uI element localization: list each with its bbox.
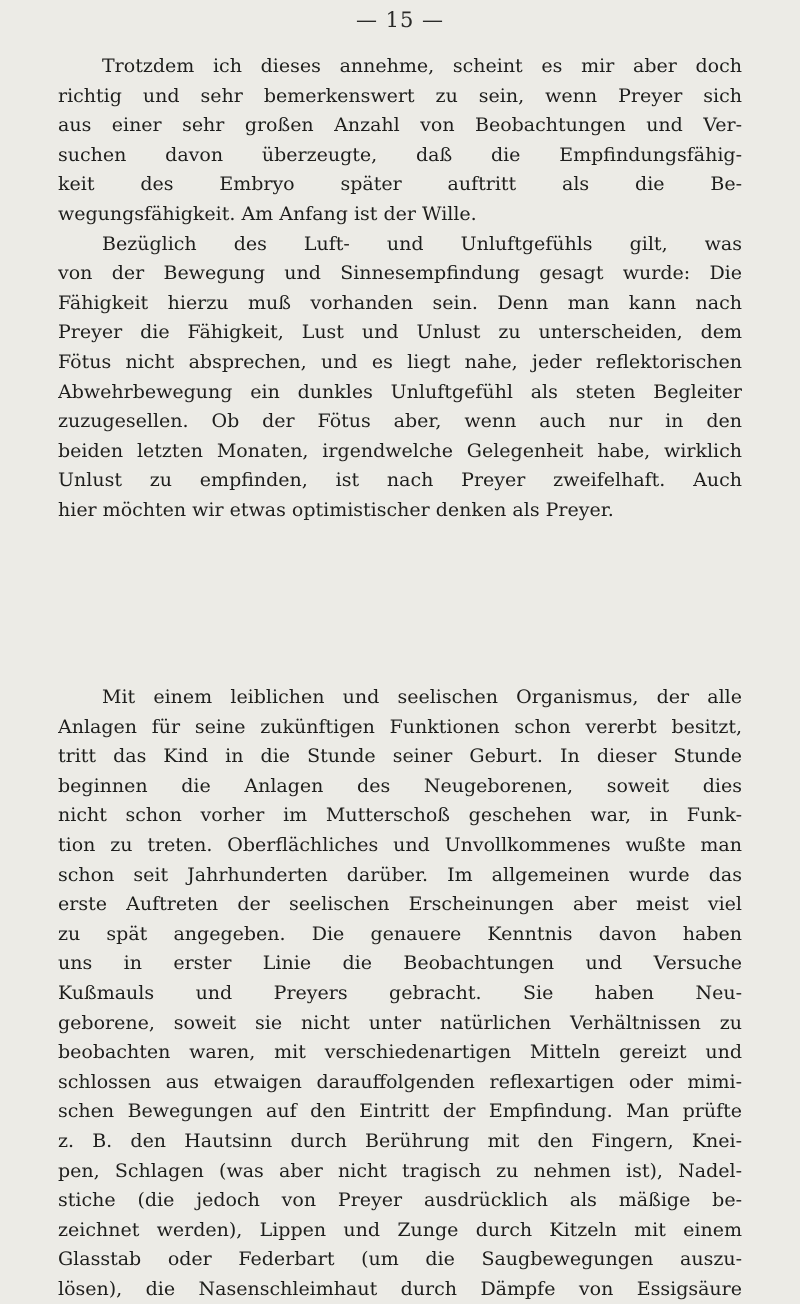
text-line: stiche (die jedoch von Preyer ausdrücklich als mäßige be-	[58, 1189, 742, 1212]
text-line: Anlagen für seine zukünftigen Funktionen schon vererbt besitzt,	[58, 715, 742, 738]
text-line: beiden letzten Monaten, irgendwelche Gelegenheit habe, wirklich	[58, 439, 742, 462]
text-line: pen, Schlagen (was aber nicht tragisch zu nehmen ist), Nadel-	[58, 1159, 742, 1182]
text-line: beobachten waren, mit verschiedenartigen Mitteln gereizt und	[58, 1041, 742, 1064]
text-line: schen Bewegungen auf den Eintritt der Empfindung. Man prüfte	[58, 1100, 742, 1123]
text-line: Kußmauls und Preyers gebracht. Sie haben Neu-	[58, 981, 742, 1004]
text-line: Fähigkeit hierzu muß vorhanden sein. Denn man kann nach	[58, 291, 742, 314]
text-line: hier möchten wir etwas optimistischer denken als Preyer.	[58, 498, 614, 521]
text-line: Glasstab oder Federbart (um die Saugbewegungen auszu-	[58, 1248, 742, 1271]
text-line: Unlust zu empfinden, ist nach Preyer zweifelhaft. Auch	[58, 469, 742, 492]
text-line: keit des Embryo später auftritt als die Be-	[58, 173, 742, 196]
text-line: zeichnet werden), Lippen und Zunge durch Kitzeln mit einem	[58, 1218, 742, 1241]
paragraph-1	[58, 52, 742, 526]
text-line: tritt das Kind in die Stunde seiner Geburt. In dieser Stunde	[58, 745, 742, 768]
page-number: — 15 —	[355, 8, 445, 32]
text-line: von der Bewegung und Sinnesempfindung gesagt wurde: Die	[58, 262, 742, 285]
text-line: z. B. den Hautsinn durch Berührung mit den Fingern, Knei-	[58, 1129, 742, 1152]
text-line: wegungsfähigkeit. Am Anfang ist der Wille.	[58, 202, 477, 225]
text-line: tion zu treten. Oberflächliches und Unvollkommenes wußte man	[58, 833, 742, 856]
text-line: nicht schon vorher im Mutterschoß geschehen war, in Funk-	[58, 804, 742, 827]
text-line: schon seit Jahrhunderten darüber. Im allgemeinen wurde das	[58, 863, 742, 886]
text-line: lösen), die Nasenschleimhaut durch Dämpfe von Essigsäure	[58, 1277, 742, 1300]
text-line: suchen davon überzeugte, daß die Empfindungsfähig-	[58, 143, 742, 166]
text-line: aus einer sehr großen Anzahl von Beobachtungen und Ver-	[58, 114, 742, 137]
text-line: zuzugesellen. Ob der Fötus aber, wenn auch nur in den	[58, 410, 742, 433]
text-line: zu spät angegeben. Die genauere Kenntnis davon haben	[58, 922, 742, 945]
text-line: schlossen aus etwaigen darauffolgenden reflexartigen oder mimi-	[58, 1070, 742, 1093]
text-line: Fötus nicht absprechen, und es liegt nahe, jeder reflektorischen	[58, 350, 742, 373]
text-line: Abwehrbewegung ein dunkles Unluftgefühl als steten Begleiter	[58, 380, 742, 403]
text-line: beginnen die Anlagen des Neugeborenen, soweit dies	[58, 774, 742, 797]
text-line: richtig und sehr bemerkenswert zu sein, wenn Preyer sich	[58, 84, 742, 107]
paragraph-2	[58, 683, 742, 1304]
text-line: erste Auftreten der seelischen Erscheinungen aber meist viel	[58, 893, 742, 916]
text-line: Preyer die Fähigkeit, Lust und Unlust zu unterscheiden, dem	[58, 321, 742, 344]
text-line: Mit einem leiblichen und seelischen Organismus, der alle	[102, 686, 742, 708]
text-line: Trotzdem ich dieses annehme, scheint es mir aber doch	[102, 55, 742, 77]
text-line: Bezüglich des Luft- und Unluftgefühls gilt, was	[102, 232, 742, 255]
text-line: geborene, soweit sie nicht unter natürlichen Verhältnissen zu	[58, 1011, 742, 1034]
text-line: uns in erster Linie die Beobachtungen und Versuche	[58, 952, 742, 975]
